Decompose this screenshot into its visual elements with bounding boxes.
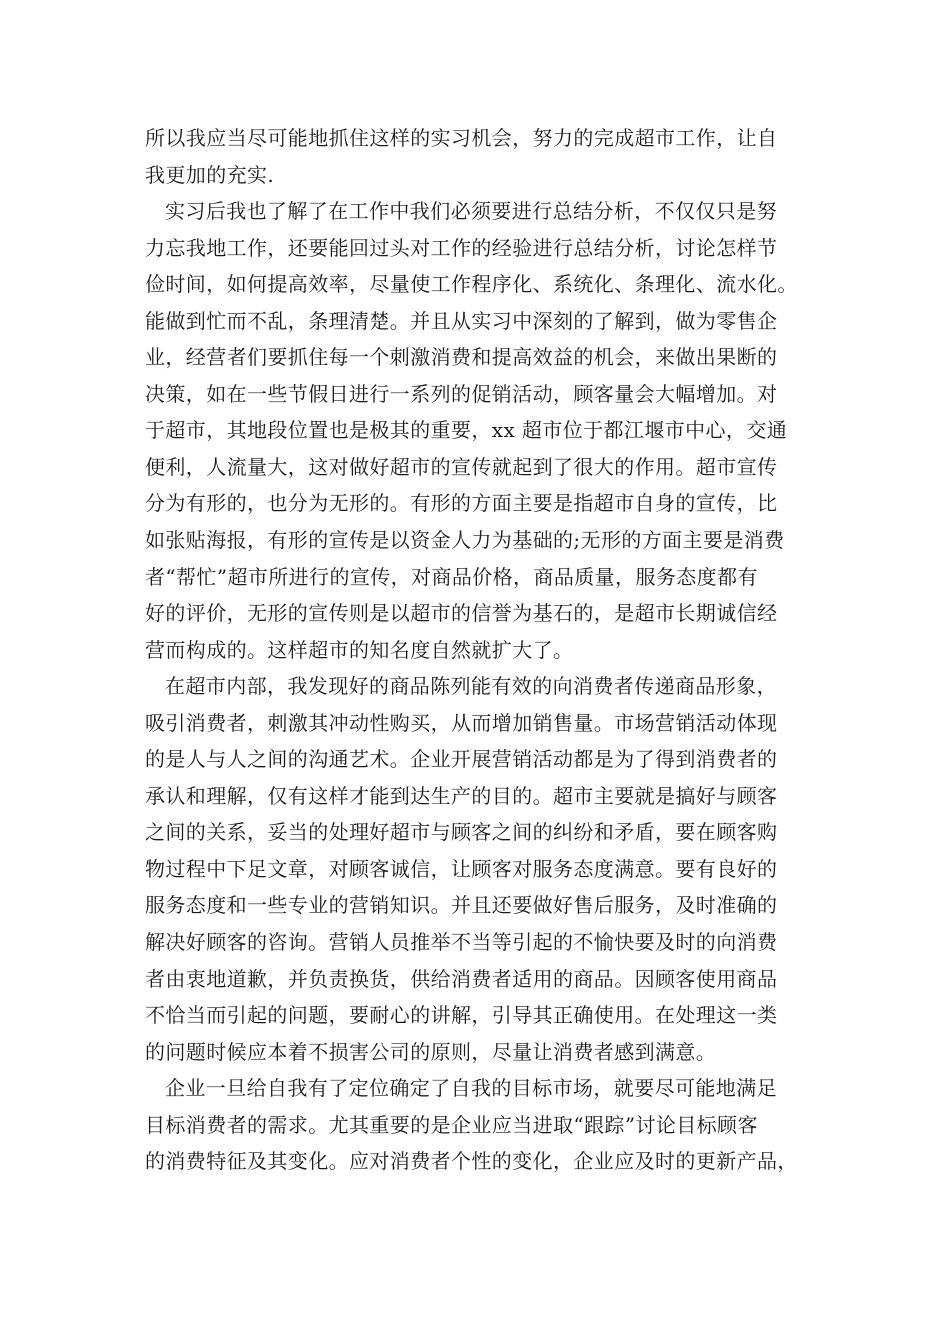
text-line: 能做到忙而不乱，条理清楚。并且从实习中深刻的了解到，做为零售企 xyxy=(145,308,778,333)
text-line: 解决好顾客的咨询。营销人员推举不当等引起的不愉快要及时的向消费 xyxy=(145,930,778,955)
text-line: 决策，如在一些节假日进行一系列的促销活动，顾客量会大幅增加。对 xyxy=(145,381,778,406)
text-line: 承认和理解，仅有这样才能到达生产的目的。超市主要就是搞好与顾客 xyxy=(145,783,778,808)
text-line: 俭时间，如何提高效率，尽量使工作程序化、系统化、条理化、流水化。 xyxy=(145,272,798,297)
text-line: 的是人与人之间的沟通艺术。企业开展营销活动都是为了得到消费者的 xyxy=(145,747,778,772)
text-line: 分为有形的，也分为无形的。有形的方面主要是指超市自身的宣传，比 xyxy=(145,491,778,516)
text-line: 好的评价，无形的宣传则是以超市的信誉为基石的，是超市长期诚信经 xyxy=(145,601,778,626)
text-line: 如张贴海报，有形的宣传是以资金人力为基础的;无形的方面主要是消费 xyxy=(145,528,785,553)
text-line: 服务态度和一些专业的营销知识。并且还要做好售后服务，及时准确的 xyxy=(145,893,778,918)
text-line: 之间的关系，妥当的处理好超市与顾客之间的纠纷和矛盾，要在顾客购 xyxy=(145,820,778,845)
paragraph-first-line: 在超市内部，我发现好的商品陈列能有效的向消费者传递商品形象， xyxy=(165,674,777,699)
text-line: 的消费特征及其变化。应对消费者个性的变化，企业应及时的更新产品， xyxy=(145,1149,798,1174)
text-line: 我更加的充实. xyxy=(145,162,275,187)
text-line: 所以我应当尽可能地抓住这样的实习机会，努力的完成超市工作，让自 xyxy=(145,126,778,150)
text-line: 营而构成的。这样超市的知名度自然就扩大了。 xyxy=(145,637,574,662)
text-line: 目标消费者的需求。尤其重要的是企业应当进取“跟踪”讨论目标顾客 xyxy=(145,1112,758,1137)
text-line: 不恰当而引起的问题，要耐心的讲解，引导其正确使用。在处理这一类 xyxy=(145,1003,778,1028)
text-line: 的问题时候应本着不损害公司的原则，尽量让消费者感到满意。 xyxy=(145,1039,717,1064)
text-line: 者由衷地道歉，并负责换货，供给消费者适用的商品。因顾客使用商品 xyxy=(145,966,778,991)
body-text xyxy=(145,120,805,1180)
text-line: 物过程中下足文章，对顾客诚信，让顾客对服务态度满意。要有良好的 xyxy=(145,856,778,881)
text-line: 于超市，其地段位置也是极其的重要，xx 超市位于都江堰市中心，交通 xyxy=(145,418,788,443)
text-line: 吸引消费者，刺激其冲动性购买，从而增加销售量。市场营销活动体现 xyxy=(145,710,778,735)
paragraph-first-line: 企业一旦给自我有了定位确定了自我的目标市场，就要尽可能地满足 xyxy=(165,1076,777,1101)
paragraph-first-line: 实习后我也了解了在工作中我们必须要进行总结分析，不仅仅只是努 xyxy=(165,199,777,224)
text-line: 业，经营者们要抓住每一个刺激消费和提高效益的机会，来做出果断的 xyxy=(145,345,778,370)
text-line: 便利，人流量大，这对做好超市的宣传就起到了很大的作用。超市宣传 xyxy=(145,454,778,479)
text-line: 力忘我地工作，还要能回过头对工作的经验进行总结分析，讨论怎样节 xyxy=(145,235,778,260)
text-line: 者“帮忙”超市所进行的宣传，对商品价格，商品质量，服务态度都有 xyxy=(145,564,758,589)
